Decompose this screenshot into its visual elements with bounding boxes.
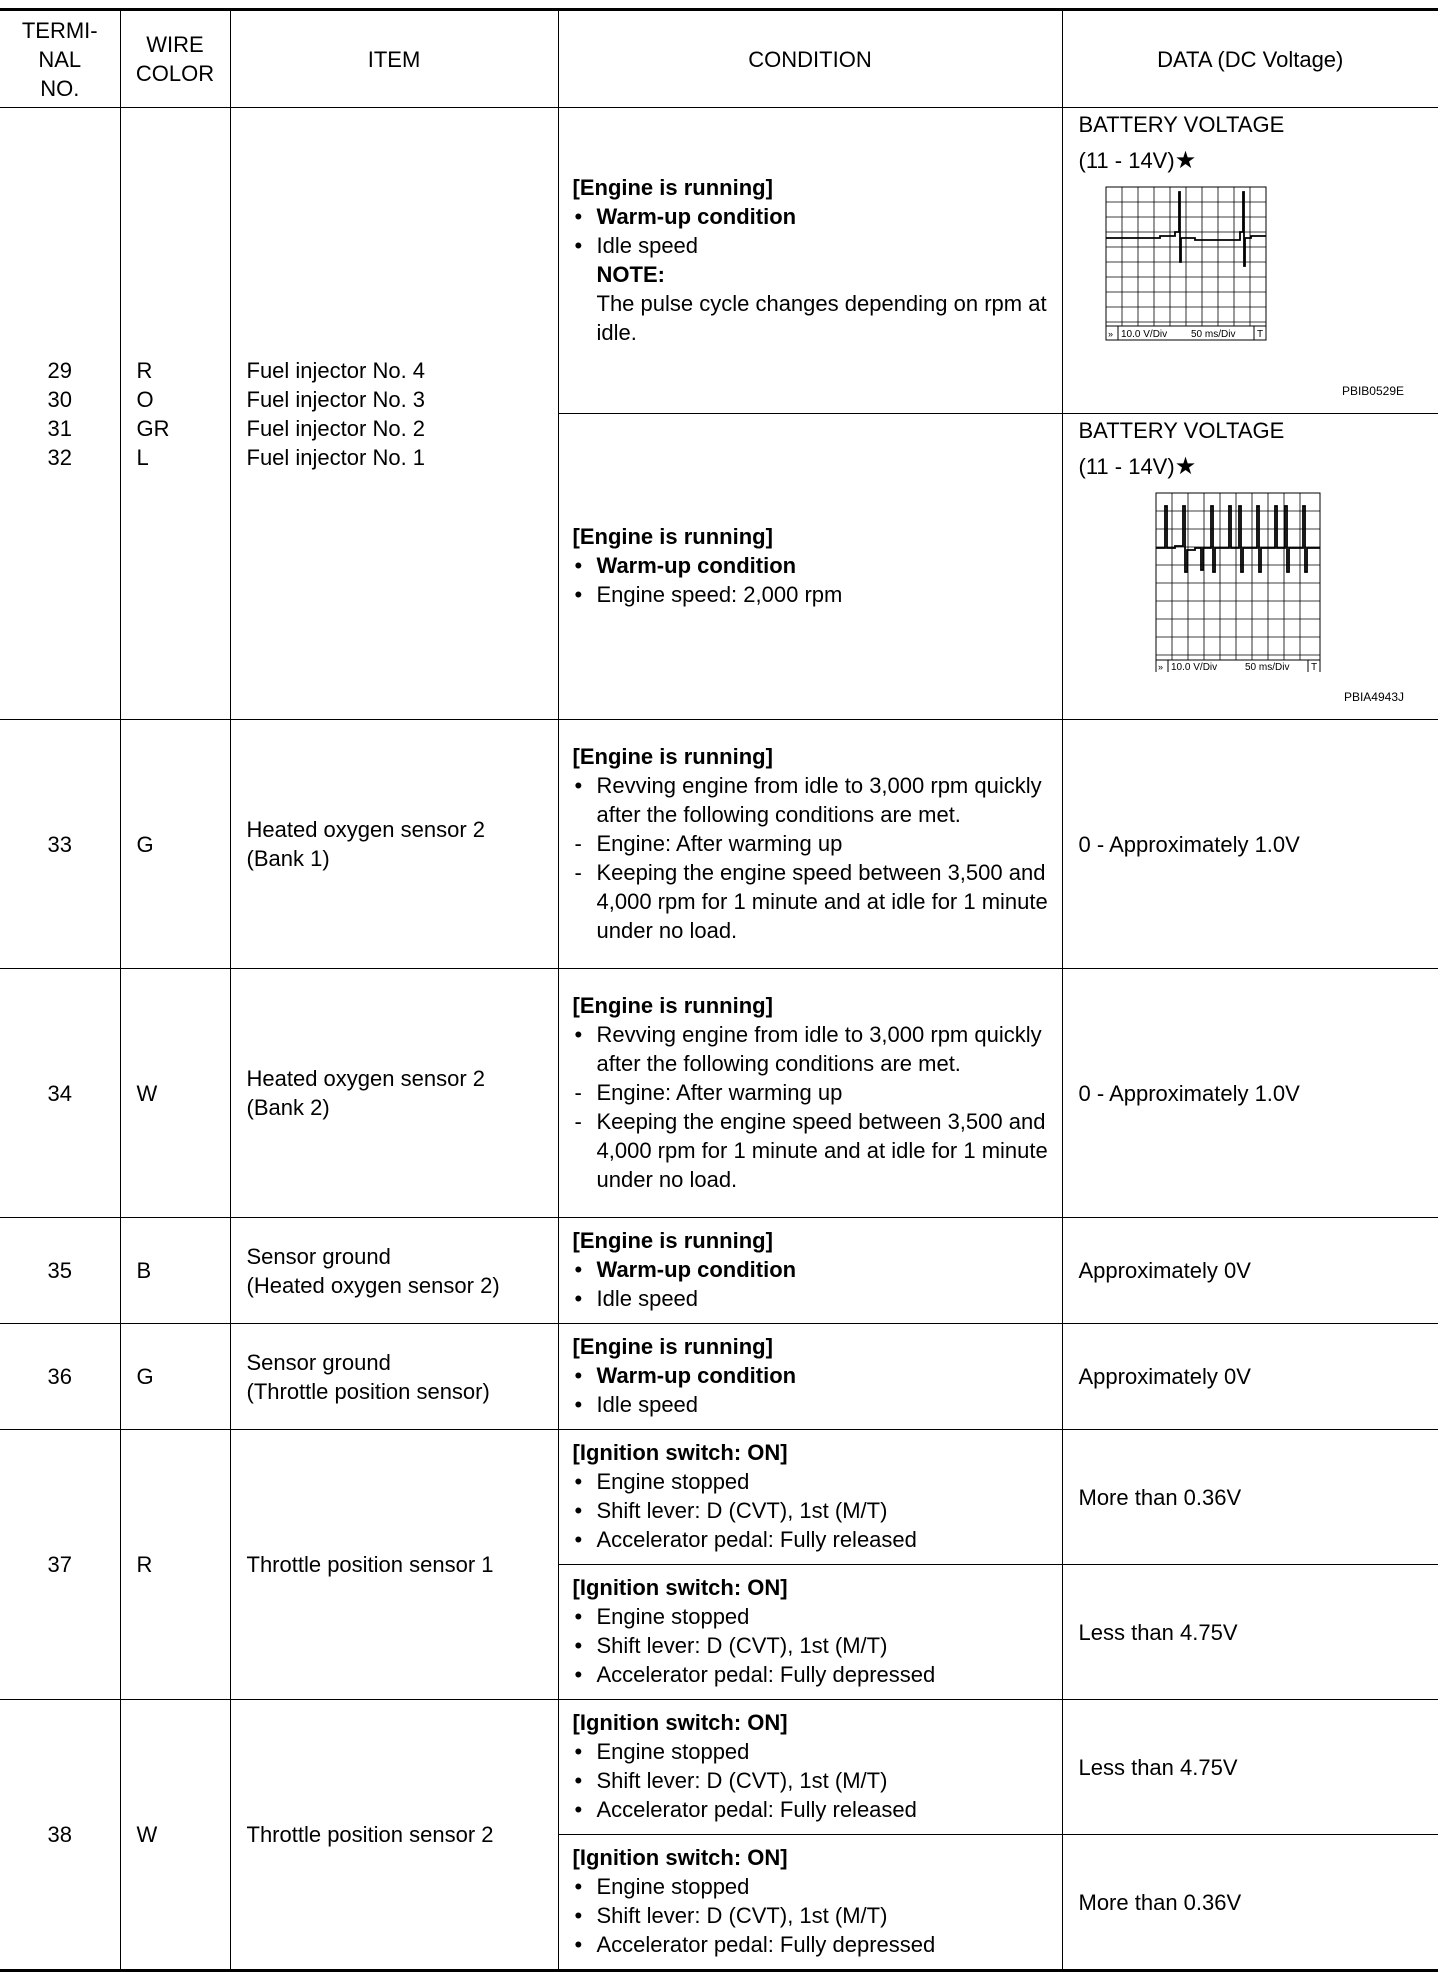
table-row-tps2-released (0, 1700, 1438, 1835)
bullet-marker: • (574, 1021, 583, 1047)
condition-cell (558, 1565, 1062, 1700)
data-value: Approximately 0V (1062, 1324, 1438, 1430)
condition-text: Accelerator pedal: Fully released (596, 1527, 917, 1552)
wire-color: W (120, 1700, 230, 1971)
scope-frame (1156, 493, 1320, 672)
note-text: The pulse cycle changes depending on rpm at idle. (596, 290, 1047, 345)
condition-text: Idle speed (596, 232, 699, 258)
list-item (573, 551, 1052, 580)
battery-voltage-label: BATTERY VOLTAGE (1078, 112, 1285, 137)
condition-text: Engine stopped (596, 1469, 750, 1494)
wire-color: G (120, 1324, 230, 1430)
condition-cell (558, 1835, 1062, 1971)
wire-color: R (136, 357, 153, 383)
scope-marker-icon: » (1157, 662, 1163, 672)
bullet-marker: • (574, 232, 583, 258)
list-item (573, 1660, 1052, 1689)
condition-injector-idle (558, 108, 1062, 414)
bullet-marker: • (574, 1286, 583, 1311)
condition-text: Shift lever: D (CVT), 1st (M/T) (596, 1633, 888, 1658)
condition-text: Engine: After warming up (596, 830, 843, 856)
voltage-range (1079, 452, 1197, 482)
list-item (573, 1078, 1052, 1107)
bullet-marker: • (574, 1392, 583, 1417)
data-value: Approximately 0V (1062, 1218, 1438, 1324)
data-value: 0 - Approximately 1.0V (1062, 720, 1438, 969)
condition-text: Engine stopped (596, 1874, 750, 1899)
scope-scale: 10.0 V/Div (1170, 662, 1217, 672)
condition-text: Engine speed: 2,000 rpm (596, 582, 843, 607)
item-label: Heated oxygen sensor 2 (246, 1066, 485, 1091)
condition-text: Warm-up condition (596, 553, 797, 578)
header-data: DATA (DC Voltage) (1062, 10, 1438, 108)
scope-scale: 10.0 V/Div (1120, 329, 1167, 340)
item-cell (230, 1324, 558, 1430)
item-label: (Bank 2) (246, 1095, 330, 1120)
bullet-marker: • (574, 1903, 583, 1928)
star-icon: ★ (1174, 147, 1197, 174)
list-item (573, 1766, 1052, 1795)
table-row-ho2s-bank2 (0, 969, 1438, 1218)
scope-time: 50 ms/Div (1244, 662, 1289, 672)
wire-color: B (120, 1218, 230, 1324)
condition-cell (558, 720, 1062, 969)
list-item (573, 1284, 1052, 1313)
header-item: ITEM (230, 10, 558, 108)
condition-text: Keeping the engine speed between 3,500 and 4,000 rpm for 1 minute and at idle for 1 minute under no load. (596, 859, 1048, 943)
injector-terminals (0, 108, 120, 720)
table-row-injector-idle (0, 108, 1438, 414)
terminal-no: 33 (0, 720, 120, 969)
terminal-spec-table (0, 8, 1438, 1972)
bullet-marker: • (574, 1874, 583, 1899)
bullet-marker: • (574, 1932, 583, 1957)
condition-text: Engine: After warming up (596, 1079, 843, 1105)
item-label: Fuel injector No. 4 (246, 357, 426, 383)
table-row-ground-tps (0, 1324, 1438, 1430)
terminal-no: 32 (47, 444, 72, 470)
condition-heading: [Ignition switch: ON] (572, 1710, 788, 1735)
bullet-marker: • (574, 1768, 583, 1793)
bullet-marker: • (574, 1604, 583, 1629)
wire-color: GR (136, 415, 170, 441)
scope-marker-icon: » (1107, 329, 1113, 339)
list-item (573, 1390, 1052, 1419)
condition-text: Shift lever: D (CVT), 1st (M/T) (596, 1903, 888, 1928)
terminal-no: 31 (47, 415, 72, 441)
list-item (573, 771, 1052, 829)
item-label: (Throttle position sensor) (246, 1378, 490, 1404)
item-cell (230, 1218, 558, 1324)
wire-color: W (120, 969, 230, 1218)
condition-cell (558, 1700, 1062, 1835)
item-label: Sensor ground (246, 1349, 391, 1375)
battery-voltage-label: BATTERY VOLTAGE (1078, 418, 1285, 443)
figure-code: PBIA4943J (1343, 690, 1404, 704)
data-value: Less than 4.75V (1062, 1700, 1438, 1835)
list-item (573, 1467, 1052, 1496)
list-item (573, 829, 1052, 858)
header-terminal-line: TERMI- (21, 17, 98, 43)
data-injector-2000 (1062, 414, 1438, 720)
list-item (573, 1872, 1052, 1901)
list-item (573, 1361, 1052, 1390)
condition-cell (558, 1324, 1062, 1430)
data-value: 0 - Approximately 1.0V (1062, 969, 1438, 1218)
condition-text: Accelerator pedal: Fully released (596, 1797, 917, 1822)
terminal-no: 34 (0, 969, 120, 1218)
list-item (573, 1631, 1052, 1660)
condition-cell (558, 1430, 1062, 1565)
voltage-range-text: (11 - 14V) (1078, 148, 1175, 173)
terminal-no: 36 (0, 1324, 120, 1430)
condition-text: Warm-up condition (596, 203, 797, 229)
header-row (0, 10, 1438, 108)
terminal-no: 37 (0, 1430, 120, 1700)
condition-text: Accelerator pedal: Fully depressed (596, 1932, 936, 1957)
condition-heading: [Engine is running] (572, 1334, 773, 1359)
wire-color: L (136, 444, 149, 470)
item-label: Throttle position sensor 1 (230, 1430, 558, 1700)
list-item (573, 1737, 1052, 1766)
figure-code: PBIB0529E (1341, 384, 1404, 398)
condition-text: Warm-up condition (596, 1257, 797, 1282)
condition-text: Shift lever: D (CVT), 1st (M/T) (596, 1498, 888, 1523)
item-label: Sensor ground (246, 1243, 391, 1269)
injector-wire-colors (120, 108, 230, 720)
list-item (573, 1020, 1052, 1078)
list-item (573, 580, 1052, 609)
list-item (573, 1901, 1052, 1930)
condition-text: Idle speed (596, 1286, 699, 1311)
item-label: Fuel injector No. 3 (246, 386, 426, 412)
bullet-marker: • (574, 1797, 583, 1822)
condition-text: Revving engine from idle to 3,000 rpm quickly after the following conditions are met. (596, 1021, 1042, 1076)
condition-heading: [Engine is running] (572, 174, 773, 200)
terminal-no: 35 (0, 1218, 120, 1324)
list-item (573, 1930, 1052, 1959)
condition-heading: [Ignition switch: ON] (572, 1575, 788, 1600)
wire-color: G (120, 720, 230, 969)
injector-items (230, 108, 558, 720)
header-terminal-line: NO. (40, 75, 80, 101)
data-injector-idle (1062, 108, 1438, 414)
scope-trace (1156, 506, 1320, 572)
item-label: (Bank 1) (246, 846, 330, 871)
bullet-marker: • (574, 1527, 583, 1552)
condition-cell (558, 969, 1062, 1218)
item-label: Throttle position sensor 2 (230, 1700, 558, 1971)
item-label: Heated oxygen sensor 2 (246, 817, 485, 842)
wire-color: O (136, 386, 154, 412)
scope-trigger: T (1310, 662, 1317, 672)
dash-marker: - (574, 1108, 582, 1134)
bullet-marker: • (574, 582, 583, 607)
condition-text: Shift lever: D (CVT), 1st (M/T) (596, 1768, 888, 1793)
dash-marker: - (574, 830, 582, 856)
list-item (573, 231, 1052, 260)
header-wire-line: COLOR (135, 61, 215, 86)
terminal-no: 29 (47, 357, 72, 383)
item-label: (Heated oxygen sensor 2) (246, 1272, 500, 1298)
scope-grid (1106, 187, 1266, 339)
list-item (573, 1602, 1052, 1631)
list-item (573, 1525, 1052, 1554)
condition-heading: [Engine is running] (572, 743, 773, 769)
bullet-marker: • (574, 1662, 583, 1687)
condition-injector-2000 (558, 414, 1062, 720)
condition-text: Accelerator pedal: Fully depressed (596, 1662, 936, 1687)
condition-text: Revving engine from idle to 3,000 rpm quickly after the following conditions are met. (596, 772, 1042, 827)
condition-text: Warm-up condition (596, 1363, 797, 1388)
scope-grid (1156, 493, 1320, 672)
ecm-terminal-spec-page (0, 8, 1440, 1957)
wire-color: R (120, 1430, 230, 1700)
oscilloscope-waveform-2000 (1155, 492, 1375, 672)
terminal-no: 30 (47, 386, 72, 412)
condition-heading: [Engine is running] (572, 992, 773, 1018)
voltage-range-text: (11 - 14V) (1078, 454, 1175, 479)
terminal-no: 38 (0, 1700, 120, 1971)
table-row-tps1-released (0, 1430, 1438, 1565)
dash-marker: - (574, 1079, 582, 1105)
condition-text: Idle speed (596, 1392, 699, 1417)
header-terminal-no (0, 10, 120, 108)
list-item (573, 1107, 1052, 1194)
voltage-range (1079, 146, 1197, 176)
bullet-marker: • (574, 553, 583, 578)
table-row-ho2s-bank1 (0, 720, 1438, 969)
header-wire-color (120, 10, 230, 108)
list-item (573, 1255, 1052, 1284)
condition-cell (558, 1218, 1062, 1324)
scope-trigger: T (1256, 329, 1263, 340)
bullet-marker: • (574, 1363, 583, 1388)
item-cell (230, 720, 558, 969)
list-item (573, 202, 1052, 231)
header-condition: CONDITION (558, 10, 1062, 108)
bullet-marker: • (574, 1739, 583, 1764)
item-cell (230, 969, 558, 1218)
bullet-marker: • (574, 1633, 583, 1658)
scope-time: 50 ms/Div (1190, 329, 1235, 340)
bullet-marker: • (574, 203, 583, 229)
header-wire-line: WIRE (146, 32, 204, 57)
list-item (573, 1795, 1052, 1824)
data-value: More than 0.36V (1062, 1430, 1438, 1565)
bullet-marker: • (574, 1469, 583, 1494)
bullet-marker: • (574, 1498, 583, 1523)
list-item (573, 1496, 1052, 1525)
condition-heading: [Ignition switch: ON] (572, 1845, 788, 1870)
header-terminal-line: NAL (38, 46, 82, 72)
condition-heading: [Engine is running] (572, 1228, 773, 1253)
item-label: Fuel injector No. 2 (246, 415, 426, 441)
data-value: More than 0.36V (1062, 1835, 1438, 1971)
bullet-marker: • (574, 1257, 583, 1282)
condition-text: Engine stopped (596, 1739, 750, 1764)
note-label: NOTE: (596, 261, 665, 287)
table-row-ground-ho2s (0, 1218, 1438, 1324)
list-item (573, 858, 1052, 945)
data-value: Less than 4.75V (1062, 1565, 1438, 1700)
condition-text: Keeping the engine speed between 3,500 and 4,000 rpm for 1 minute and at idle for 1 minute under no load. (596, 1108, 1048, 1192)
condition-heading: [Ignition switch: ON] (572, 1440, 788, 1465)
condition-text: Engine stopped (596, 1604, 750, 1629)
item-label: Fuel injector No. 1 (246, 444, 426, 470)
oscilloscope-waveform-idle (1105, 186, 1345, 366)
bullet-marker: • (574, 772, 583, 798)
star-icon: ★ (1174, 453, 1197, 480)
dash-marker: - (574, 859, 582, 885)
condition-heading: [Engine is running] (572, 524, 773, 549)
